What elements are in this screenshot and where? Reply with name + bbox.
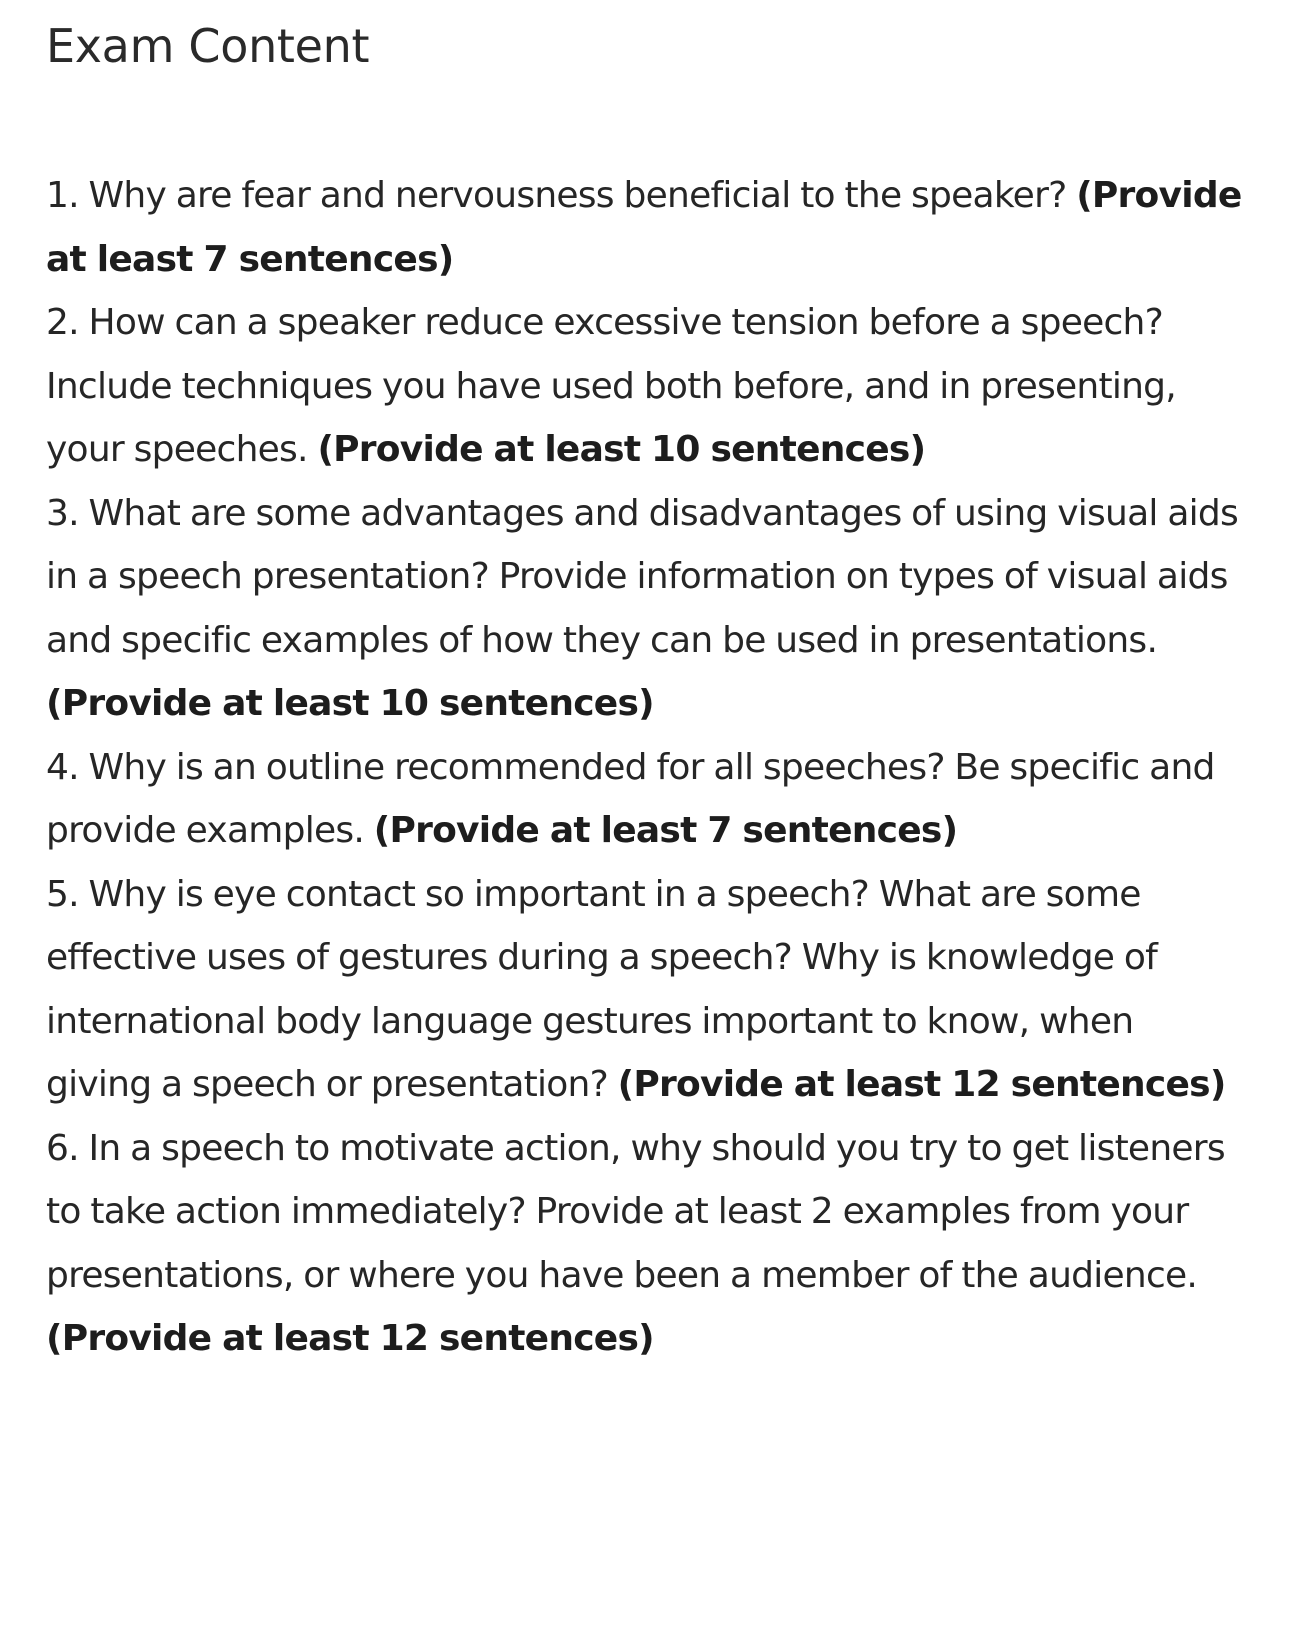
question-text: 3. What are some advantages and disadvantages of using visual aids in a speech presentation? Provide information on types of visual aids and specific examples of how they can be used in presentations. (46, 492, 1239, 661)
sentence-requirement: (Provide at least 7 sentences) (373, 810, 958, 851)
page-title: Exam Content (46, 19, 370, 73)
question-1 (46, 164, 1246, 291)
question-text: 5. Why is eye contact so important in a speech? What are some effective uses of gestures during a speech? Why is knowledge of international body language gestures important to know, when giving a speech or presentation? (46, 873, 1158, 1105)
question-6 (46, 1117, 1246, 1371)
question-text: 1. Why are fear and nervousness beneficial to the speaker? (46, 175, 1077, 216)
exam-content-section (46, 0, 1246, 1371)
question-text: 2. How can a speaker reduce excessive tension before a speech? Include techniques you have used both before, and in presenting, your speeches. (46, 302, 1176, 470)
question-text: 6. In a speech to motivate action, why should you try to get listeners to take action immediately? Provide at least 2 examples from your presentations, or where you have been a member of the audience. (46, 1127, 1225, 1296)
question-3 (46, 482, 1246, 736)
question-text: 4. Why is an outline recommended for all speeches? Be specific and provide examples. (46, 746, 1215, 851)
sentence-requirement: (Provide at least 12 sentences) (46, 1318, 654, 1359)
sentence-requirement: (Provide at least 10 sentences) (46, 683, 654, 724)
sentence-requirement: (Provide at least 7 sentences) (46, 175, 1242, 280)
question-list (46, 164, 1246, 1371)
question-5 (46, 863, 1246, 1117)
sentence-requirement: (Provide at least 10 sentences) (317, 429, 926, 470)
question-4 (46, 736, 1246, 863)
question-2 (46, 291, 1246, 482)
sentence-requirement: (Provide at least 12 sentences) (617, 1064, 1226, 1105)
